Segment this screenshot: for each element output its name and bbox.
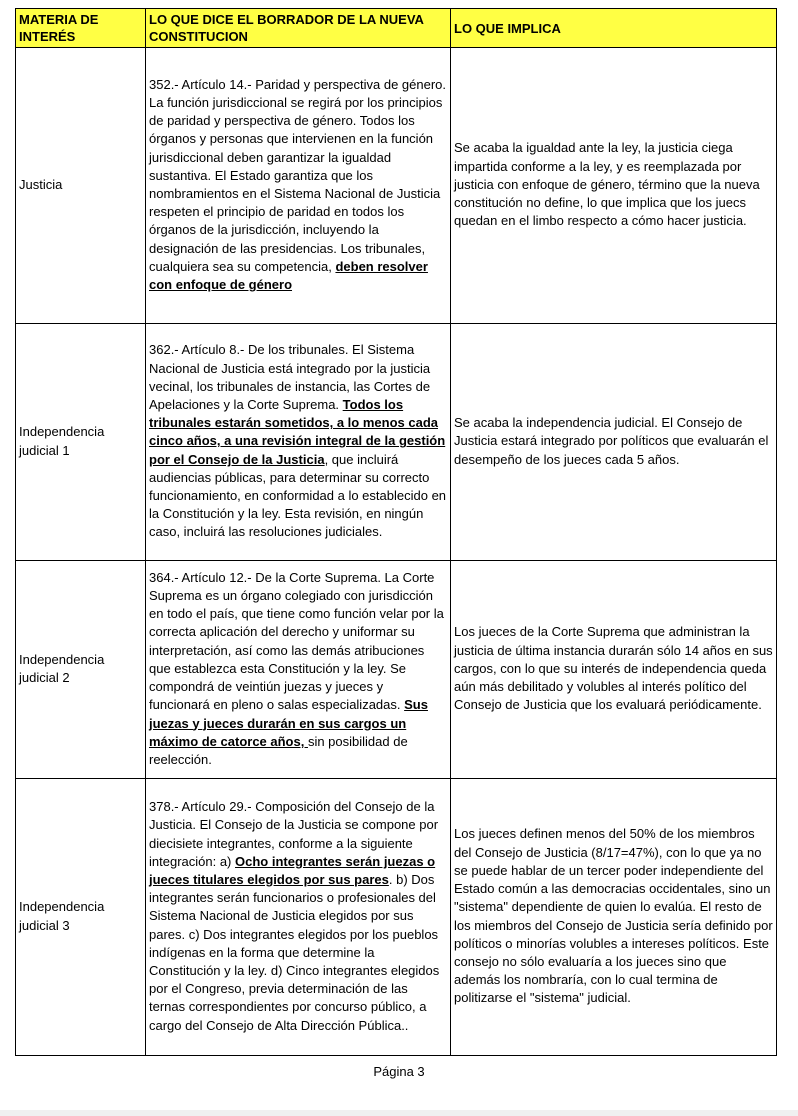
borrador-cell	[146, 48, 451, 324]
table-row	[16, 324, 777, 561]
materia-cell: Justicia	[16, 48, 146, 324]
borrador-text-post: , que incluirá audiencias públicas, para determinar su correcto funcionamiento, en conformidad a lo establecido en la Constitución y la ley. Esta revisión, en ningún caso, incluirá las resoluciones judiciales.	[149, 451, 447, 540]
borrador-cell	[146, 324, 451, 561]
header-borrador: LO QUE DICE EL BORRADOR DE LA NUEVA CONSTITUCION	[146, 9, 451, 48]
materia-cell: Independencia judicial 2	[16, 561, 146, 779]
implica-cell: Los jueces definen menos del 50% de los miembros del Consejo de Justicia (8/17=47%), con lo que ya no se puede hablar de un tercer poder independiente del Estado común a las democracias occidentales, sino un "sistema" dependiente de quien lo evalúa. El resto de los miembros del Consejo de Justicia sería definido por políticos o minorías volubles a intereses políticos. Este consejo no sólo evaluaría a los jueces sino que además los nombraría, con lo cual termina de politizarse el "sistema" judicial.	[451, 779, 777, 1056]
implica-cell: Se acaba la igualdad ante la ley, la justicia ciega impartida conforme a la ley, y es reemplazada por justicia con enfoque de género, término que la nueva constitución no define, lo que implica que los juecs quedan en el limbo respecto a cómo hacer justicia.	[451, 48, 777, 324]
constitution-comparison-table	[15, 8, 777, 1056]
materia-cell: Independencia judicial 1	[16, 324, 146, 561]
borrador-cell	[146, 561, 451, 779]
table-row	[16, 561, 777, 779]
table-row	[16, 48, 777, 324]
borrador-text: 378.- Artículo 29.- Composición del Consejo de la Justicia. El Consejo de la Justicia se compone por diecisiete integrantes, conforme a la siguiente integración: a)	[149, 799, 439, 869]
implica-cell: Los jueces de la Corte Suprema que administran la justicia de última instancia durarán sólo 14 años en sus cargos, con lo que su interés de independencia queda aún más debilitado y volubles al interés político del Consejo de Justicia que los evaluará periódicamente.	[451, 561, 777, 779]
borrador-highlight: Sus juezas y jueces durarán en sus cargos un máximo de catorce años,	[149, 697, 428, 749]
header-implica: LO QUE IMPLICA	[451, 9, 777, 48]
table-header-row	[16, 9, 777, 48]
borrador-highlight: Ocho integrantes serán juezas o jueces titulares elegidos por sus pares	[149, 853, 436, 887]
borrador-text: 352.- Artículo 14.- Paridad y perspectiva de género. La función jurisdiccional se regirá por los principios de paridad y perspectiva de género. Todos los órganos y personas que intervienen en la función jurisdiccional deben garantizar la igualdad sustantiva. El Estado garantiza que los nombramientos en el Sistema Nacional de Justicia respeten el principio de paridad en todos los órganos de la jurisdicción, incluyendo la designación de las presidencias. Los tribunales, cualquiera sea su competencia,	[149, 76, 447, 274]
borrador-highlight: Todos los tribunales estarán sometidos, a lo menos cada cinco años, a una revisión integral de la gestión por el Consejo de la Justicia	[149, 396, 446, 467]
table-row	[16, 779, 777, 1056]
borrador-text-post: . b) Dos integrantes serán funcionarios o profesionales del Sistema Nacional de Justicia elegidos por sus pares. c) Dos integrantes elegidos por los pueblos indígenas en la forma que determine la Constitución y la ley. d) Cinco integrantes elegidos por el Congreso, previa determinación de las ternas correspondientes por concurso público, a cargo del Consejo de Alta Dirección Pública..	[149, 871, 440, 1033]
header-materia: MATERIA DE INTERÉS	[16, 9, 146, 48]
borrador-highlight: deben resolver con enfoque de género	[149, 258, 428, 293]
page-bottom-edge	[0, 1110, 798, 1116]
borrador-cell	[146, 779, 451, 1056]
materia-cell: Independencia judicial 3	[16, 779, 146, 1056]
borrador-text: 362.- Artículo 8.- De los tribunales. El Sistema Nacional de Justicia está integrado por la justicia vecinal, los tribunales de instancia, las Cortes de Apelaciones y la Corte Suprema.	[149, 342, 431, 412]
borrador-text: 364.- Artículo 12.- De la Corte Suprema. La Corte Suprema es un órgano colegiado con jurisdicción en todo el país, que tiene como función velar por la correcta aplicación del derecho y uniformar su interpretación, así como las demás atribuciones que establezca esta Constitución y la ley. Se compondrá de veintiún juezas y jueces y funcionará en pleno o salas especializadas.	[149, 569, 444, 713]
implica-cell: Se acaba la independencia judicial. El Consejo de Justicia estará integrado por políticos que evaluarán el desempeño de los jueces cada 5 años.	[451, 324, 777, 561]
borrador-text-post: sin posibilidad de reelección.	[149, 733, 408, 767]
page-number: Página 3	[373, 1064, 425, 1079]
